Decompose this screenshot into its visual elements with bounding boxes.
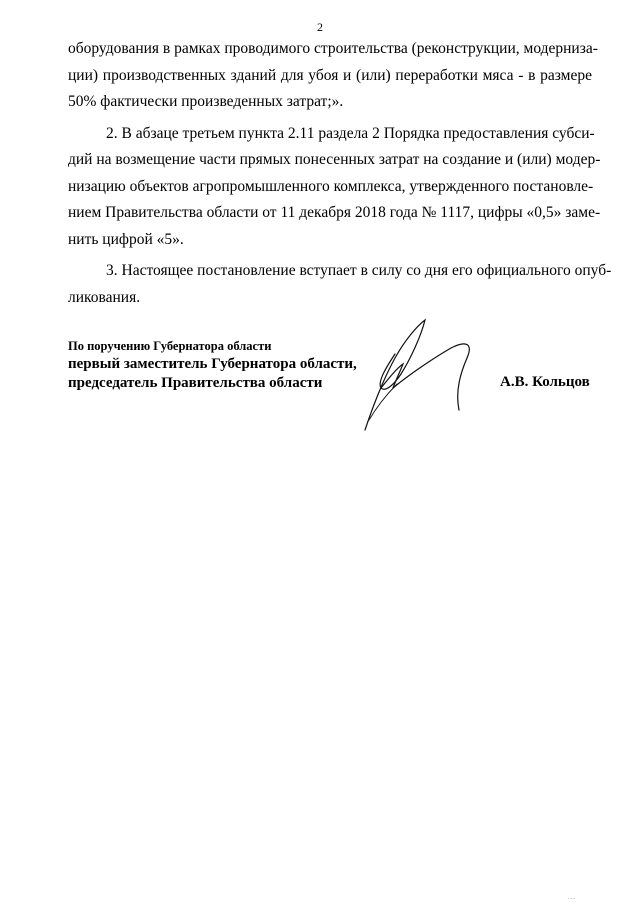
text-line: низацию объектов агропромышленного комплекса, утвержденного постановле- xyxy=(68,177,594,195)
text-line: дий на возмещение части прямых понесенных затрат на создание и (или) модер- xyxy=(68,151,601,168)
page-number: 2 xyxy=(317,20,323,34)
footer-mark: ..... xyxy=(568,895,576,901)
text-line: 3. Настоящее постановление вступает в силу со дня его официального опуб- xyxy=(106,262,612,279)
text-line: нить цифрой «5». xyxy=(68,230,184,248)
paragraph-1 xyxy=(68,36,598,116)
handwritten-signature xyxy=(355,318,485,433)
signatory-line-3: председатель Правительства области xyxy=(68,375,323,391)
paragraph-3 xyxy=(68,258,612,311)
text-line: 2. В абзаце третьем пункта 2.11 раздела 2 Порядка предоставления субси- xyxy=(106,124,595,142)
signatory-line-1: По поручению Губернатора области xyxy=(68,339,272,353)
text-line: нием Правительства области от 11 декабря 2018 года № 1117, цифры «0,5» заме- xyxy=(68,204,601,221)
text-line: оборудования в рамках проводимого строительства (реконструкции, модерниза- xyxy=(68,40,598,57)
paragraph-2 xyxy=(68,121,601,254)
document-body xyxy=(68,36,612,316)
signatory-line-2: первый заместитель Губернатора области, xyxy=(68,356,357,372)
signatory-name: А.В. Кольцов xyxy=(500,374,590,390)
signatory-title-block xyxy=(68,338,357,393)
text-line: ликования. xyxy=(68,288,141,306)
text-line: 50% фактически произведенных затрат;». xyxy=(68,93,344,110)
text-line: ции) производственных зданий для убоя и (или) переработки мяса - в размере xyxy=(68,66,592,84)
